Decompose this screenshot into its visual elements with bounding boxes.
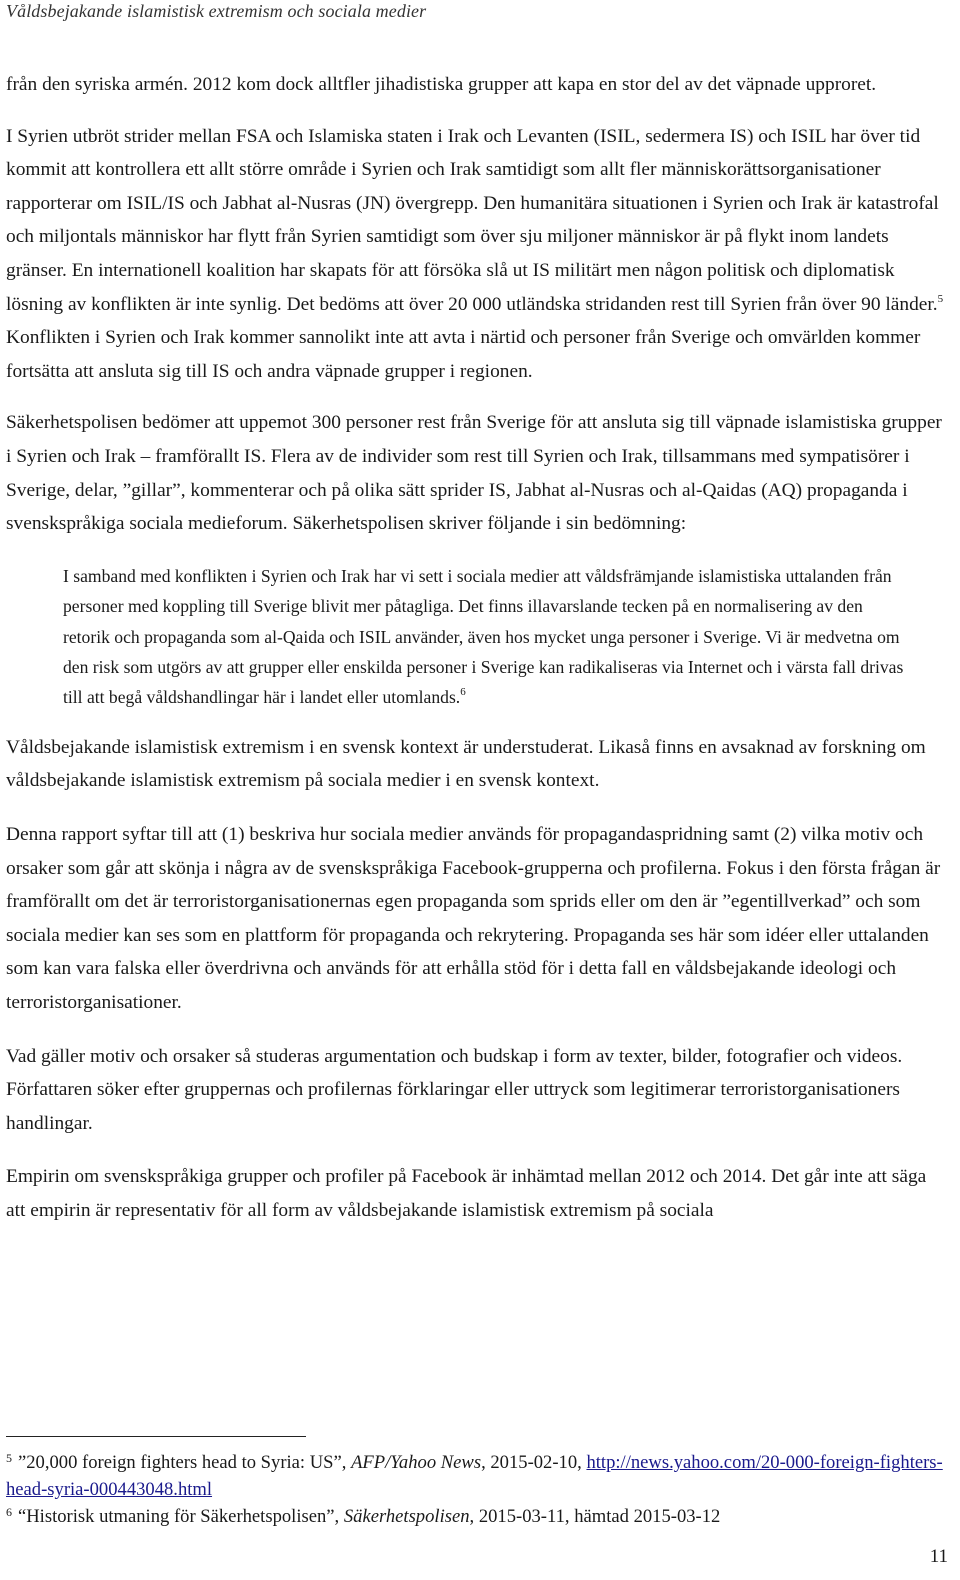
footnotes — [6, 1449, 951, 1530]
footnote-text: ”20,000 foreign fighters head to Syria: US”, — [18, 1452, 352, 1473]
footnote-source: AFP/Yahoo News — [351, 1452, 482, 1473]
paragraph-text: Konflikten i Syrien och Irak kommer sannolikt inte att avta i närtid och personer från Sverige och omvärlden kommer fortsätta att ansluta sig till IS och andra väpnade grupper i regionen. — [6, 327, 921, 382]
paragraph: Våldsbejakande islamistisk extremism i en svensk kontext är understuderat. Likaså finns en avsaknad av forskning om våldsbejakande islamistisk extremism på sociala medier i en svensk kontext. — [6, 736, 926, 792]
running-header: Våldsbejakande islamistisk extremism och sociala medier — [6, 1, 427, 21]
footnote-link[interactable]: http://news.yahoo.com/20-000-foreign-fighters-head-syria-000443048.html — [6, 1452, 943, 1500]
page-number: 11 — [929, 1546, 948, 1567]
footnote-text: , 2015-03-11, hämtad 2015-03-12 — [469, 1506, 721, 1527]
footnote-divider — [6, 1436, 306, 1437]
footnote-5 — [6, 1449, 951, 1503]
paragraph: Säkerhetspolisen bedömer att uppemot 300 personer rest från Sverige för att ansluta sig till väpnade islamistiska grupper i Syrien och Irak – framförallt IS. Flera av de individer som rest till Syrien och Irak, tillsammans med sympatisörer i Sverige, delar, ”gillar”, kommenterar och på olika sätt sprider IS, Jabhat al-Nusras och al-Qaidas (AQ) propaganda i svenskspråkiga sociala medieforum. Säkerhetspolisen skriver följande i sin bedömning: — [6, 412, 942, 535]
footnote-text: “Historisk utmaning för Säkerhetspolisen”, — [18, 1506, 344, 1527]
paragraph: Empirin om svenskspråkiga grupper och profiler på Facebook är inhämtad mellan 2012 och 2014. Det går inte att säga att empirin är representativ för all form av våldsbejakande islamistisk extremism på sociala — [6, 1166, 927, 1221]
paragraph — [6, 120, 946, 389]
body-text — [6, 68, 946, 1247]
paragraph: från den syriska armén. 2012 kom dock alltfler jihadistiska grupper att kapa en stor del av det väpnade upproret. — [6, 74, 877, 95]
footnote-source: Säkerhetspolisen — [343, 1506, 470, 1527]
footnote-text: , 2015-02-10, — [481, 1452, 587, 1473]
footnote-reference-6[interactable]: 6 — [460, 686, 466, 699]
paragraph: Denna rapport syftar till att (1) beskriva hur sociala medier används för propagandaspridning samt (2) vilka motiv och orsaker som går att skönja i några av de svenskspråkiga Facebook-grupperna och profilerna. Fokus i den första frågan är framförallt om det är terroristorganisationernas egen propaganda som sprids eller om den är ”egentillverkad” och som sociala medier kan ses som en plattform för propaganda och rekrytering. Propaganda ses här som idéer eller uttalanden som kan vara falska eller överdrivna och används för att erhålla stöd för i detta fall en våldsbejakande ideologi och terroristorganisationer. — [6, 823, 941, 1013]
paragraph-text: I Syrien utbröt strider mellan FSA och Islamiska staten i Irak och Levanten (ISIL, sedermera IS) och ISIL har över tid kommit att kontrollera ett allt större område i Syrien och Irak samtidigt som allt fler människorättsorganisationer rapporterar om ISIL/IS och Jabhat al-Nusras (JN) övergrepp. Den humanitära situationen i Syrien och Irak är katastrofal och miljontals människor har flytt från Syrien samtidigt som över sju miljoner människor är på flykt inom landets gränser. En internationell koalition har skapats för att försöka slå ut IS militärt men någon politisk och diplomatisk lösning av konflikten är inte synlig. Det bedöms att över 20 000 utländska stridanden rest till Syrien från över 90 länder. — [6, 125, 939, 315]
quote-text: I samband med konflikten i Syrien och Irak har vi sett i sociala medier att våldsfrämjande islamistiska uttalanden från personer med koppling till Sverige blivit mer påtagliga. Det finns illavarslande tecken på en normalisering av den retorik och propaganda som al-Qaida och ISIL använder, även hos mycket unga personer i Sverige. Vi är medvetna om den risk som utgörs av att grupper eller enskilda personer i Sverige kan radikaliseras via Internet och i värsta fall drivas till att begå våldshandlingar här i landet eller utomlands. — [63, 565, 904, 708]
footnote-number: 5 — [6, 1451, 12, 1465]
footnote-reference-5[interactable]: 5 — [937, 292, 944, 305]
footnote-number: 6 — [6, 1505, 12, 1519]
footnote-6 — [6, 1503, 951, 1530]
block-quote — [63, 561, 913, 713]
paragraph: Vad gäller motiv och orsaker så studeras argumentation och budskap i form av texter, bilder, fotografier och videos. Författaren söker efter gruppernas och profilernas förklaringar eller uttryck som legitimerar terroristorganisationers handlingar. — [6, 1045, 903, 1134]
